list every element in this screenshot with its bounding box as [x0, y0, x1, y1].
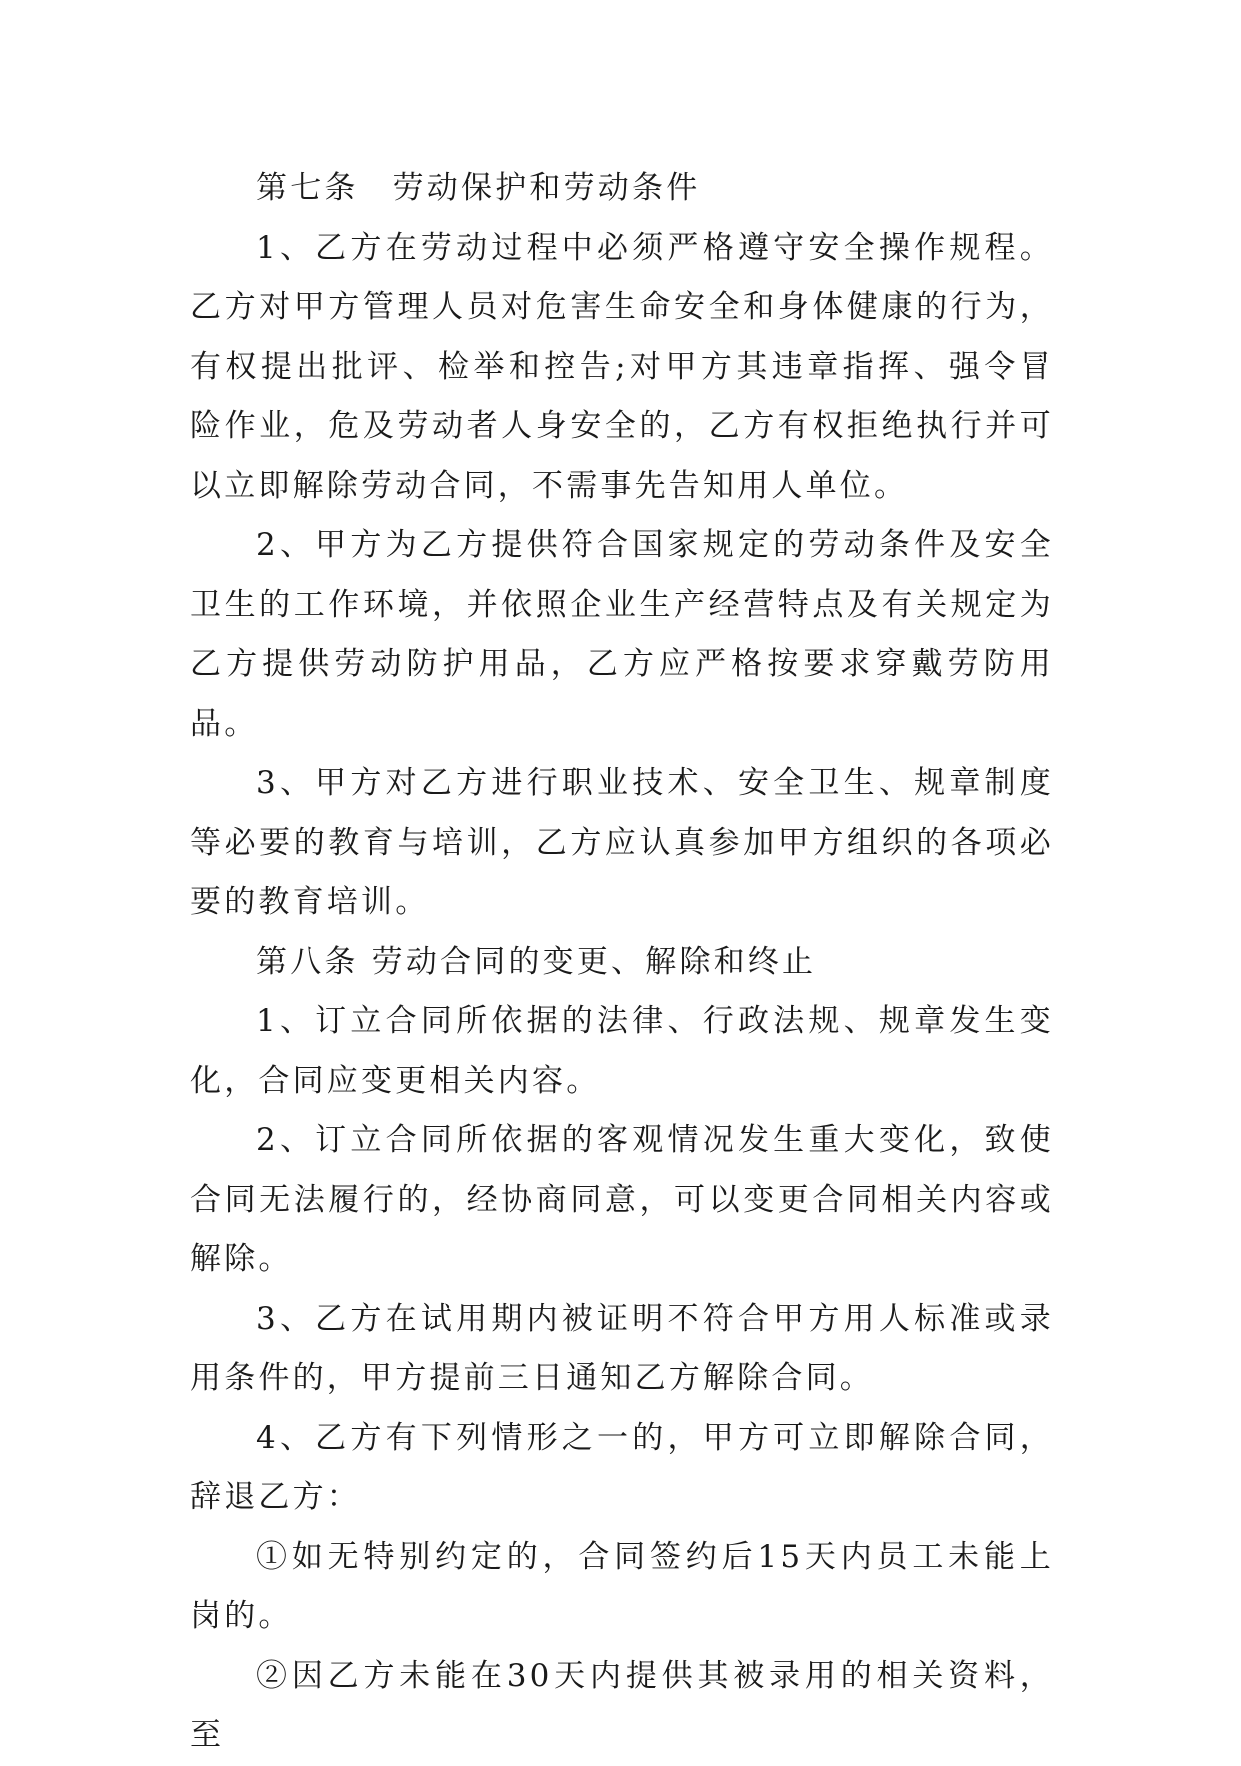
section-7-subtitle: 劳动保护和劳动条件 [392, 170, 701, 206]
section-8-item-4: 4、乙方有下列情形之一的，甲方可立即解除合同，辞退乙方： [190, 1419, 1054, 1515]
section-7-item-1: 1、乙方在劳动过程中必须严格遵守安全操作规程。乙方对甲方管理人员对危害生命安全和身体健康的行为，有权提出批评、检举和控告;对甲方其违章指挥、强令冒险作业，危及劳动者人身安全的，乙方有权拒绝执行并可以立即解除劳动合同，不需事先告知用人单位。 [190, 229, 1054, 504]
section-8-subitem-2: ②因乙方未能在30天内提供其被录用的相关资料，至 [190, 1657, 1054, 1753]
document-body [190, 159, 1054, 1766]
section-8-heading: 第八条 劳动合同的变更、解除和终止 [256, 943, 817, 980]
section-7-item-2: 2、甲方为乙方提供符合国家规定的劳动条件及安全卫生的工作环境，并依照企业生产经营特点及有关规定为乙方提供劳动防护用品，乙方应严格按要求穿戴劳防用品。 [190, 527, 1054, 742]
section-8-item-2: 2、订立合同所依据的客观情况发生重大变化，致使合同无法履行的，经协商同意，可以变更合同相关内容或解除。 [190, 1122, 1054, 1277]
section-7-heading [190, 159, 1054, 219]
section-7-item-3: 3、甲方对乙方进行职业技术、安全卫生、规章制度等必要的教育与培训，乙方应认真参加甲方组织的各项必要的教育培训。 [190, 765, 1054, 920]
section-7-title: 第七条 [256, 170, 359, 206]
section-8-item-3: 3、乙方在试用期内被证明不符合甲方用人标准或录用条件的，甲方提前三日通知乙方解除合同。 [190, 1300, 1054, 1396]
section-8-subitem-1: ①如无特别约定的，合同签约后15天内员工未能上岗的。 [190, 1538, 1054, 1634]
section-8-item-1: 1、订立合同所依据的法律、行政法规、规章发生变化，合同应变更相关内容。 [190, 1003, 1054, 1099]
